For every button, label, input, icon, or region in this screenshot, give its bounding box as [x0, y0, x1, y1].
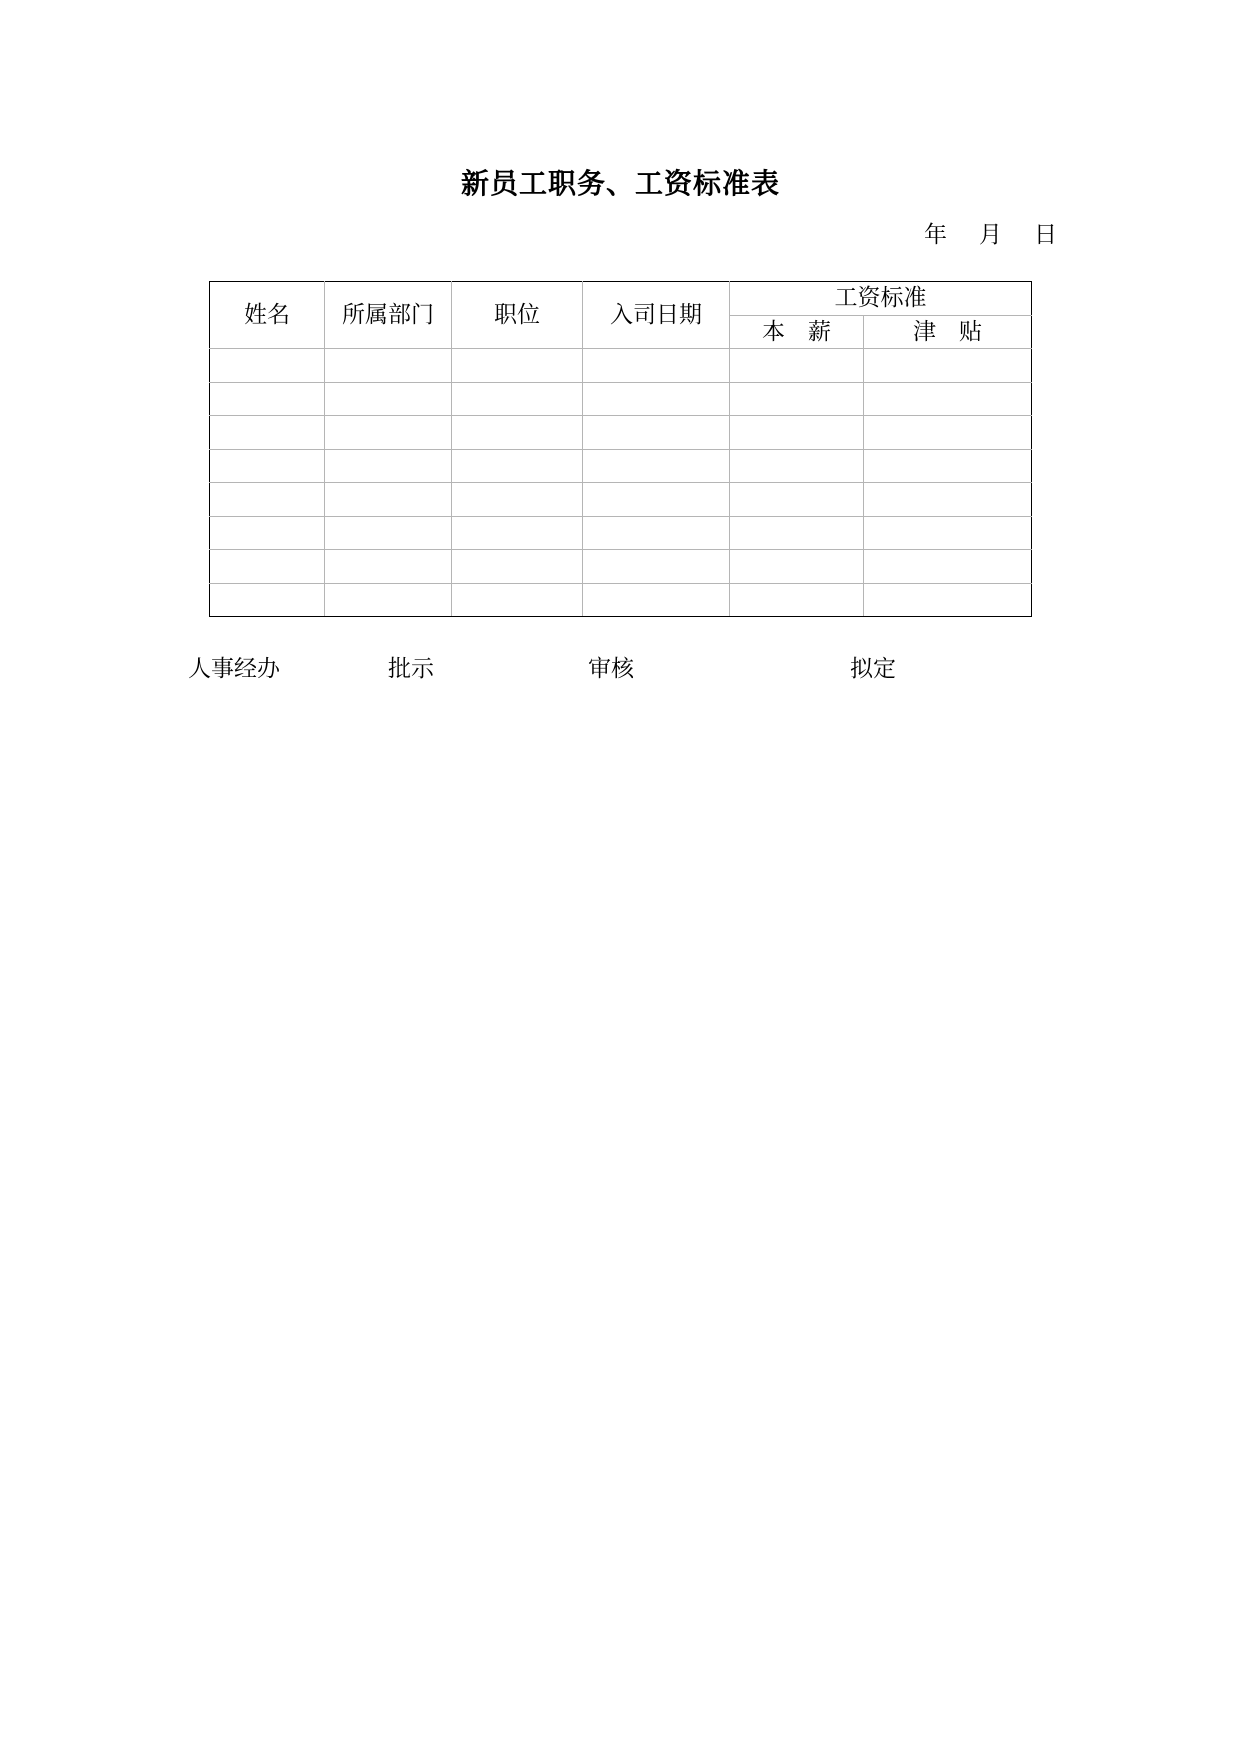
table-row	[210, 416, 1032, 450]
header-position: 职位	[452, 282, 583, 349]
header-name: 姓名	[210, 282, 325, 349]
hr-handler-label: 人事经办	[188, 656, 280, 682]
table-cell[interactable]	[730, 349, 864, 383]
table-row	[210, 483, 1032, 517]
table-cell[interactable]	[210, 583, 325, 617]
table-row	[210, 449, 1032, 483]
signature-row	[0, 650, 1241, 680]
table-row	[210, 516, 1032, 550]
table-row	[210, 583, 1032, 617]
table-cell[interactable]	[583, 349, 730, 383]
document-title: 新员工职务、工资标准表	[460, 167, 780, 200]
date-day-label: 日	[1034, 222, 1057, 248]
table-cell[interactable]	[583, 483, 730, 517]
header-base-salary: 本 薪	[730, 315, 864, 349]
table-cell[interactable]	[864, 550, 1032, 584]
approval-label: 批示	[388, 656, 434, 682]
table-row	[210, 382, 1032, 416]
table-cell[interactable]	[452, 416, 583, 450]
table-cell[interactable]	[864, 416, 1032, 450]
table-cell[interactable]	[583, 550, 730, 584]
table-cell[interactable]	[583, 382, 730, 416]
header-department: 所属部门	[325, 282, 452, 349]
table-cell[interactable]	[452, 382, 583, 416]
table-cell[interactable]	[452, 483, 583, 517]
table-cell[interactable]	[452, 349, 583, 383]
table-cell[interactable]	[583, 516, 730, 550]
table-cell[interactable]	[730, 550, 864, 584]
table-cell[interactable]	[730, 583, 864, 617]
table-cell[interactable]	[210, 449, 325, 483]
table-cell[interactable]	[325, 416, 452, 450]
date-line	[924, 216, 1057, 249]
table-cell[interactable]	[583, 416, 730, 450]
table-cell[interactable]	[864, 382, 1032, 416]
draft-label: 拟定	[850, 656, 896, 682]
date-year-label: 年	[924, 222, 947, 248]
table-cell[interactable]	[325, 382, 452, 416]
table-cell[interactable]	[452, 516, 583, 550]
table-cell[interactable]	[730, 449, 864, 483]
table-body	[210, 349, 1032, 617]
table-cell[interactable]	[452, 449, 583, 483]
header-allowance: 津 贴	[864, 315, 1032, 349]
table-cell[interactable]	[210, 516, 325, 550]
table-cell[interactable]	[210, 382, 325, 416]
table-cell[interactable]	[583, 583, 730, 617]
header-join-date: 入司日期	[583, 282, 730, 349]
table-cell[interactable]	[325, 449, 452, 483]
table-row	[210, 349, 1032, 383]
date-month-label: 月	[979, 222, 1002, 248]
table-cell[interactable]	[325, 516, 452, 550]
header-salary-standard: 工资标准	[730, 282, 1032, 316]
table-cell[interactable]	[864, 516, 1032, 550]
table-cell[interactable]	[452, 550, 583, 584]
review-label: 审核	[588, 656, 634, 682]
table-cell[interactable]	[325, 349, 452, 383]
table-cell[interactable]	[864, 583, 1032, 617]
table-cell[interactable]	[210, 416, 325, 450]
table-cell[interactable]	[730, 382, 864, 416]
table-cell[interactable]	[325, 550, 452, 584]
salary-standard-table	[209, 281, 1032, 617]
table-cell[interactable]	[730, 416, 864, 450]
table-cell[interactable]	[210, 550, 325, 584]
table-cell[interactable]	[583, 449, 730, 483]
table-cell[interactable]	[210, 483, 325, 517]
table-cell[interactable]	[325, 583, 452, 617]
table-cell[interactable]	[864, 349, 1032, 383]
table-cell[interactable]	[730, 516, 864, 550]
table-cell[interactable]	[210, 349, 325, 383]
table-cell[interactable]	[325, 483, 452, 517]
table-row	[210, 550, 1032, 584]
table-cell[interactable]	[864, 449, 1032, 483]
table-cell[interactable]	[452, 583, 583, 617]
table-cell[interactable]	[730, 483, 864, 517]
table-cell[interactable]	[864, 483, 1032, 517]
